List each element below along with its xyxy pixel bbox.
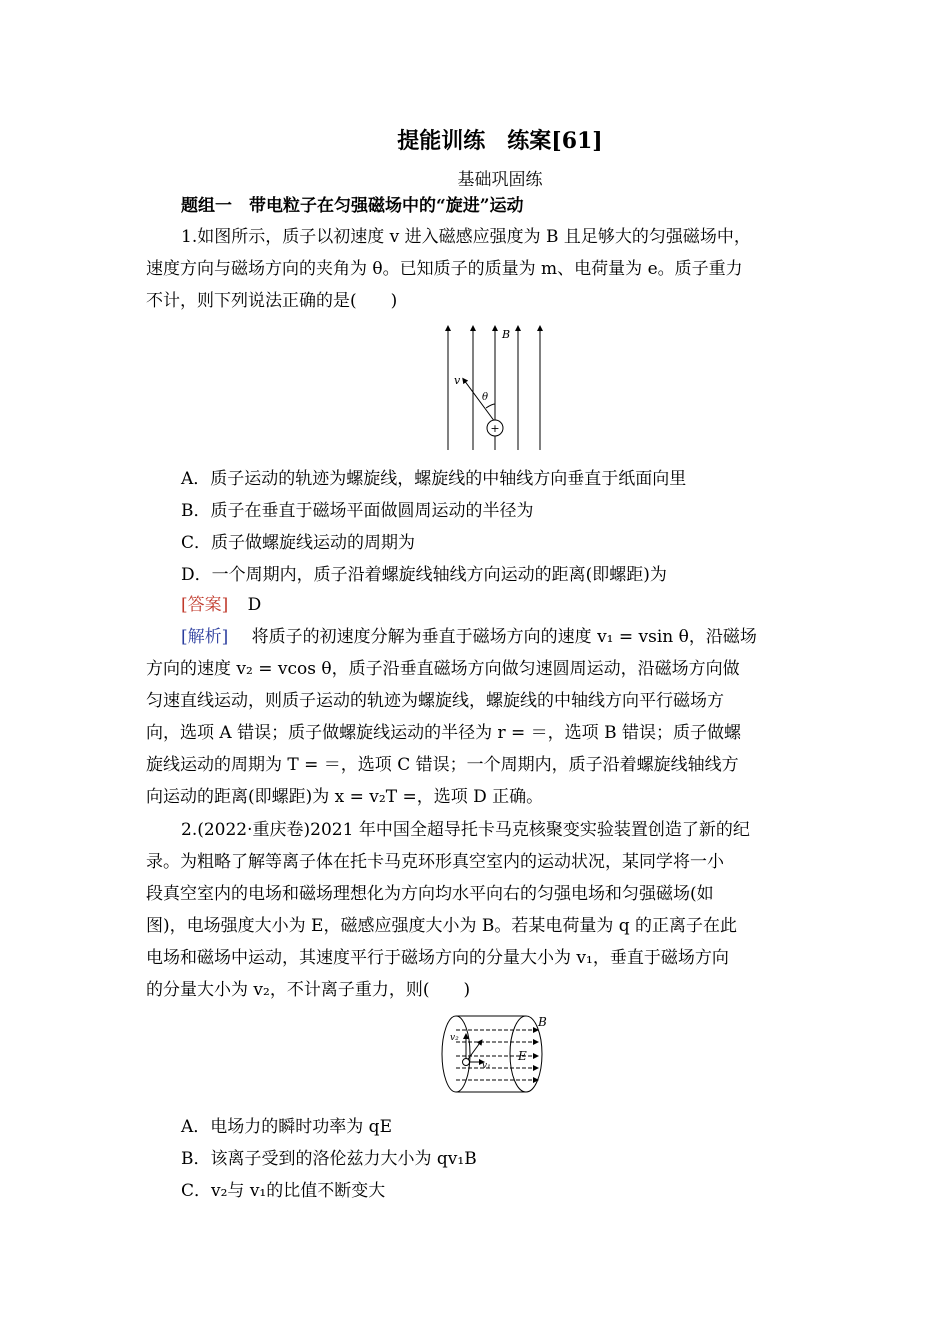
group-title: 题组一 带电粒子在匀强磁场中的“旋进”运动 [181,196,524,216]
q2-line-1: 2.(2022·重庆卷)2021 年中国全超导托卡马克核聚变实验装置创造了新的纪 [181,820,750,840]
velocity-arrow [464,380,495,422]
page-title: 提能训练 练案[61] [397,128,603,154]
tokamak-label-e: E [518,1049,527,1063]
q1-option-a: A．质子运动的轨迹为螺旋线，螺旋线的中轴线方向垂直于纸面向里 [181,469,687,489]
q1-option-d: D．一个周期内，质子沿着螺旋线轴线方向运动的距离(即螺距)为 [181,565,667,585]
q2-line-3: 段真空室内的电场和磁场理想化为方向均水平向右的匀强电场和匀强磁场(如 [146,884,714,904]
section-subtitle: 基础巩固练 [457,170,543,190]
q1-line-1: 1.如图所示，质子以初速度 v 进入磁感应强度为 B 且足够大的匀强磁场中， [181,227,751,247]
q2-option-a: A．电场力的瞬时功率为 qE [181,1117,392,1137]
analysis-text-1: 将质子的初速度分解为垂直于磁场方向的速度 v₁ = vsin θ，沿磁场 [251,627,757,647]
tokamak-label-b: B [538,1015,547,1029]
ion-symbol [463,1059,470,1066]
field-label-b: B [502,328,511,341]
q1-line-2: 速度方向与磁场方向的夹角为 θ。已知质子的质量为 m、电荷量为 e。质子重力 [146,259,743,279]
q1-answer [181,593,261,617]
q2-line-2: 录。为粗略了解等离子体在托卡马克环形真空室内的运动状况，某同学将一小 [146,852,724,872]
q1-magnetic-field-figure [430,318,560,453]
q1-analysis-line-6: 向运动的距离(即螺距)为 x = v₂T =，选项 D 正确。 [146,787,544,807]
q1-analysis-line-1 [181,625,757,649]
q1-line-3: 不计，则下列说法正确的是( ) [146,291,398,311]
q2-tokamak-figure [438,1012,553,1097]
tokamak-label-v2: v₂ [450,1033,459,1043]
q2-line-4: 图)，电场强度大小为 E，磁感应强度大小为 B。若某电荷量为 q 的正离子在此 [146,916,738,936]
velocity-label: v [454,374,461,387]
answer-tag: [答案] [181,595,229,615]
q1-analysis-line-3: 匀速直线运动，则质子运动的轨迹为螺旋线，螺旋线的中轴线方向平行磁场方 [146,691,724,711]
analysis-tag: [解析] [181,627,229,647]
q2-line-5: 电场和磁场中运动，其速度平行于磁场方向的分量大小为 v₁，垂直于磁场方向 [146,948,729,968]
q1-analysis-line-2: 方向的速度 v₂ = vcos θ，质子沿垂直磁场方向做匀速圆周运动，沿磁场方向做 [146,659,740,679]
q1-option-b: B．质子在垂直于磁场平面做圆周运动的半径为 [181,501,534,521]
q1-analysis-line-4: 向，选项 A 错误；质子做螺旋线运动的半径为 r = ＝，选项 B 错误；质子做螺 [146,723,741,743]
resultant-velocity-arrow [466,1040,482,1062]
angle-arc [486,404,495,408]
proton-plus-label: + [490,422,500,435]
q2-option-c: C．v₂与 v₁的比值不断变大 [181,1181,386,1201]
answer-value: D [247,595,262,615]
q2-line-6: 的分量大小为 v₂，不计离子重力，则( ) [146,980,471,1000]
q1-option-c: C．质子做螺旋线运动的周期为 [181,533,416,553]
q2-option-b: B．该离子受到的洛伦兹力大小为 qv₁B [181,1149,477,1169]
q1-analysis-line-5: 旋线运动的周期为 T = ＝，选项 C 错误；一个周期内，质子沿着螺旋线轴线方 [146,755,739,775]
tokamak-label-v1: v₁ [482,1061,491,1071]
theta-label: θ [482,392,489,403]
